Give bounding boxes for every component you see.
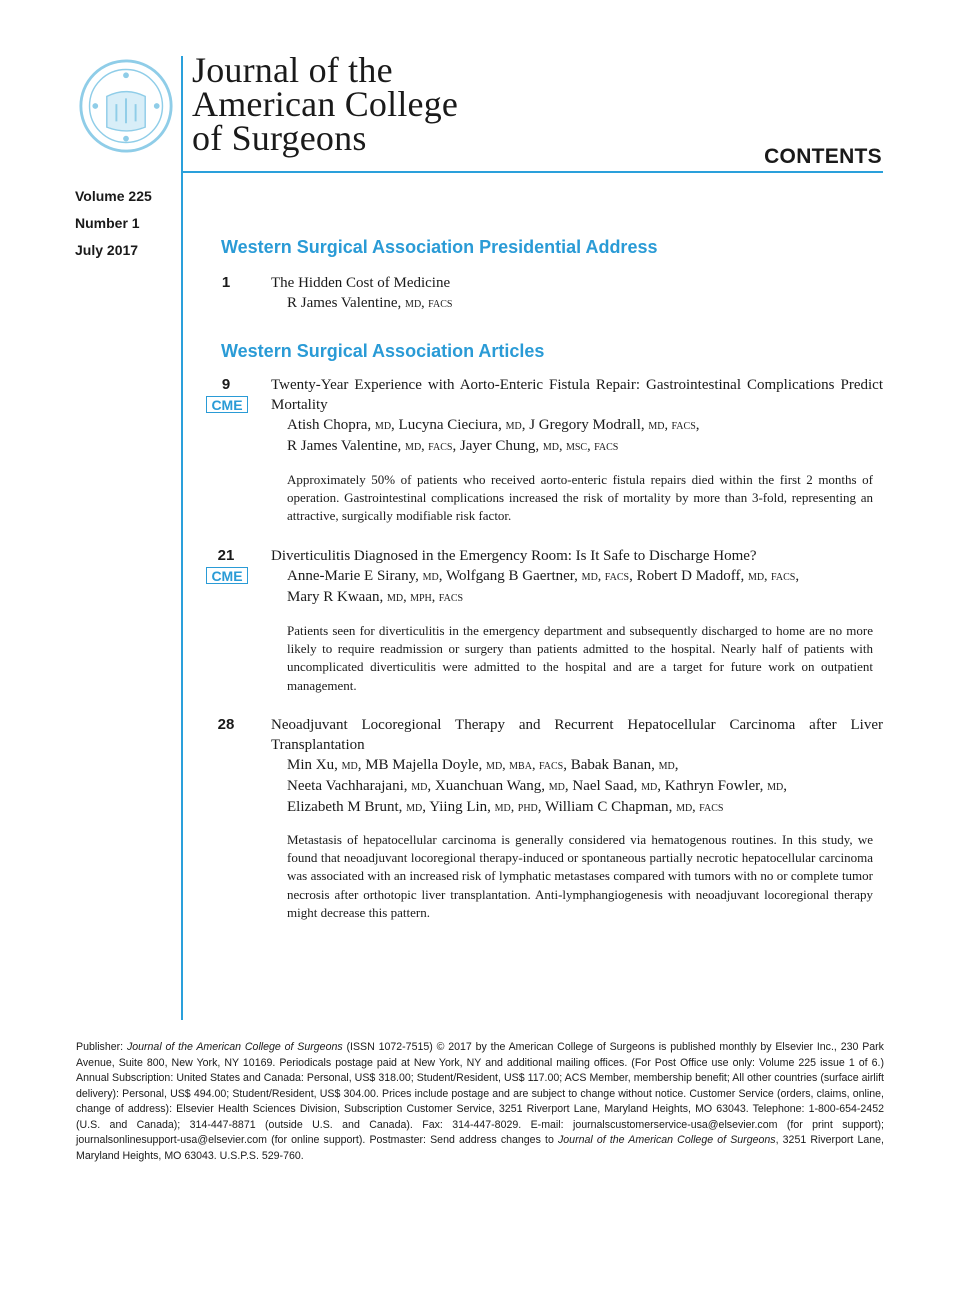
author-separator: , xyxy=(657,778,665,794)
author-credentials: md, facs xyxy=(405,439,453,454)
author-separator: , xyxy=(438,568,447,584)
section-heading: Western Surgical Association Articles xyxy=(221,341,545,361)
article-title[interactable]: Twenty-Year Experience with Aorto-Enteric Fistula Repair: Gastrointestinal Complications Predict Mortality xyxy=(271,377,883,413)
author-credentials: md xyxy=(548,779,565,794)
author-name: Nael Saad xyxy=(572,778,634,794)
author-name: Min Xu xyxy=(287,757,335,773)
article-authors xyxy=(287,415,883,457)
author-separator: , xyxy=(563,757,571,773)
footer-text: (ISSN 1072-7515) © 2017 by the American College of Surgeons is published monthly by Elsevier Inc., 230 Park Avenue, Suite 800, New York, NY 10169. Periodicals postage paid at New York, NY and additional mailing offices. (For Post Office use only: Volume 225 issue 1 of 6.) Annual Subscription: United States and Canada: Personal, US$ 318.00; Student/Resident, US$ 117.00; ACS Member, membership benefit; All other countries (surface airlift delivery): Personal, US$ 494.00; Student/Resident, US$ 304.00. Prices include postage and are subject to change without notice. Customer Service (orders, claims, online, change of address): Elsevier Health Sciences Division, Subscription Customer Service, 3251 Riverport Lane, Maryland Heights, MO 63043. Telephone: 1-800-654-2452 (U.S. and Canada); 314-447-8871 (outside U.S. and Canada). Fax: 314-447-8029. E-mail: journalscustomerservice-usa@elsevier.com (for print support); journalsonlinesupport-usa@elsevier.com (for online support). Postmaster: Send address changes to xyxy=(76,1041,884,1146)
author-line: Neeta Vachharajani, md, Xuanchuan Wang, md, Nael Saad, md, Kathryn Fowler, md, xyxy=(287,778,787,794)
author-name: Anne-Marie E Sirany xyxy=(287,568,416,584)
article-title[interactable]: Neoadjuvant Locoregional Therapy and Recurrent Hepatocellular Carcinoma after Liver Transplantation xyxy=(271,717,883,753)
author-credentials: md xyxy=(505,418,522,433)
author-separator: , xyxy=(795,568,800,584)
article-abstract: Patients seen for diverticulitis in the emergency department and subsequently discharged to home are no more likely to require readmission or surgery than patients admitted to the hospital. Nearly half of patients with uncomplicated diverticulitis were admitted to the hospital and are a target for future work on outpatient management. xyxy=(287,623,873,693)
author-name: Mary R Kwaan xyxy=(287,589,380,605)
author-credentials: md, msc, facs xyxy=(542,439,619,454)
cme-badge[interactable]: CME xyxy=(206,567,248,584)
author-credentials: md xyxy=(341,758,358,773)
author-name: Atish Chopra xyxy=(287,417,368,433)
author-separator: , xyxy=(674,757,679,773)
publisher-label: Publisher: xyxy=(76,1041,124,1053)
publisher-footer xyxy=(76,1040,884,1164)
author-separator: , xyxy=(521,417,530,433)
author-name: Wolfgang B Gaertner xyxy=(446,568,575,584)
author-name: MB Majella Doyle xyxy=(365,757,479,773)
author-name: Robert D Madoff xyxy=(636,568,741,584)
author-credentials: md xyxy=(374,418,392,433)
author-name: Yiing Lin xyxy=(429,799,488,815)
author-name: William C Chapman xyxy=(545,799,669,815)
author-credentials: md, phd xyxy=(494,800,538,815)
author-name: Lucyna Cieciura xyxy=(398,417,499,433)
journal-title-line: American College xyxy=(192,84,459,124)
author-credentials: md, facs xyxy=(648,418,696,433)
article-abstract: Approximately 50% of patients who received aorto-enteric fistula repairs died within the first 2 months of operation. Gastrointestinal complications increased the risk of mortality by more than 3-fold, representing an attractive, surgically modifiable risk factor. xyxy=(287,472,873,524)
section-heading: Western Surgical Association Presidential Address xyxy=(221,237,658,257)
author-credentials: md, facs xyxy=(676,800,724,815)
author-separator: , xyxy=(537,799,546,815)
author-separator: , xyxy=(564,778,573,794)
author-credentials: md, facs xyxy=(405,296,453,311)
author-separator: , xyxy=(629,568,637,584)
article-page-number[interactable]: 9 xyxy=(221,376,231,393)
journal-title xyxy=(192,50,512,158)
author-line: Min Xu, md, MB Majella Doyle, md, mba, facs, Babak Banan, md, xyxy=(287,757,679,773)
journal-name: Journal of the American College of Surgeons xyxy=(126,1041,343,1053)
article-page-number[interactable]: 1 xyxy=(221,274,231,291)
contents-label: CONTENTS xyxy=(764,145,882,168)
author-separator: , xyxy=(422,799,430,815)
footer-text: , 3251 Riverport Lane, Maryland Heights, MO 63043. U.S.P.S. 529-760. xyxy=(76,1134,884,1162)
author-name: Elizabeth M Brunt xyxy=(287,799,399,815)
author-name: Kathryn Fowler xyxy=(664,778,760,794)
author-line: R James Valentine, md, facs, Jayer Chung, md, msc, facs xyxy=(287,438,619,454)
author-line: R James Valentine, md, facs xyxy=(287,295,453,311)
author-name: R James Valentine xyxy=(287,438,398,454)
author-separator: , xyxy=(357,757,366,773)
vertical-rule xyxy=(181,56,183,1020)
author-line: Mary R Kwaan, md, mph, facs xyxy=(287,589,464,605)
issue-date: July 2017 xyxy=(75,242,139,258)
author-line: Atish Chopra, md, Lucyna Cieciura, md, J Gregory Modrall, md, facs, xyxy=(287,417,700,433)
author-separator: , xyxy=(695,417,700,433)
author-line: Anne-Marie E Sirany, md, Wolfgang B Gaertner, md, facs, Robert D Madoff, md, facs, xyxy=(287,568,800,584)
author-credentials: md, facs xyxy=(747,569,796,584)
article-authors xyxy=(287,755,883,818)
issue-number: Number 1 xyxy=(75,215,140,231)
journal-title-line: of Surgeons xyxy=(192,118,367,158)
author-credentials: md xyxy=(641,779,658,794)
author-name: Jayer Chung xyxy=(459,438,536,454)
author-name: R James Valentine xyxy=(287,295,398,311)
acs-seal-icon xyxy=(78,58,174,154)
author-line: Elizabeth M Brunt, md, Yiing Lin, md, phd, William C Chapman, md, facs xyxy=(287,799,724,815)
author-credentials: md, facs xyxy=(581,569,630,584)
cme-badge[interactable]: CME xyxy=(206,396,248,413)
author-credentials: md xyxy=(411,779,428,794)
author-name: J Gregory Modrall xyxy=(529,417,641,433)
author-credentials: md xyxy=(767,779,784,794)
article-page-number[interactable]: 21 xyxy=(217,547,235,564)
author-credentials: md, mph, facs xyxy=(386,590,464,605)
journal-title-line: Journal of the xyxy=(192,50,393,90)
author-separator: , xyxy=(452,438,460,454)
author-credentials: md, mba, facs xyxy=(486,758,564,773)
author-name: Neeta Vachharajani xyxy=(287,778,404,794)
author-name: Babak Banan xyxy=(570,757,652,773)
author-separator: , xyxy=(391,417,399,433)
issue-volume: Volume 225 xyxy=(75,188,152,204)
article-title[interactable]: Diverticulitis Diagnosed in the Emergency Room: Is It Safe to Discharge Home? xyxy=(271,548,757,564)
author-name: Xuanchuan Wang xyxy=(434,778,542,794)
journal-name: Journal of the American College of Surgeons xyxy=(557,1134,776,1146)
article-authors xyxy=(287,566,883,608)
author-credentials: md xyxy=(658,758,675,773)
author-credentials: md xyxy=(422,569,439,584)
article-abstract: Metastasis of hepatocellular carcinoma is generally considered via hematogenous routines. In this study, we found that neoadjuvant locoregional therapy-induced or spontaneous partially necrotic hepatocellular carcinoma was associated with an increased risk of lymphatic metastases compared with tumors with no or complete tumor necrosis after orthotopic liver transplantation. Anti-lymphangiogenesis with neoadjuvant locoregional therapy might decrease this pattern. xyxy=(287,832,873,920)
article-authors xyxy=(287,293,883,314)
author-separator: , xyxy=(427,778,435,794)
author-credentials: md xyxy=(406,800,423,815)
article-page-number[interactable]: 28 xyxy=(217,716,235,733)
article-title[interactable]: The Hidden Cost of Medicine xyxy=(271,275,451,291)
author-separator: , xyxy=(783,778,787,794)
header-rule xyxy=(182,171,883,173)
